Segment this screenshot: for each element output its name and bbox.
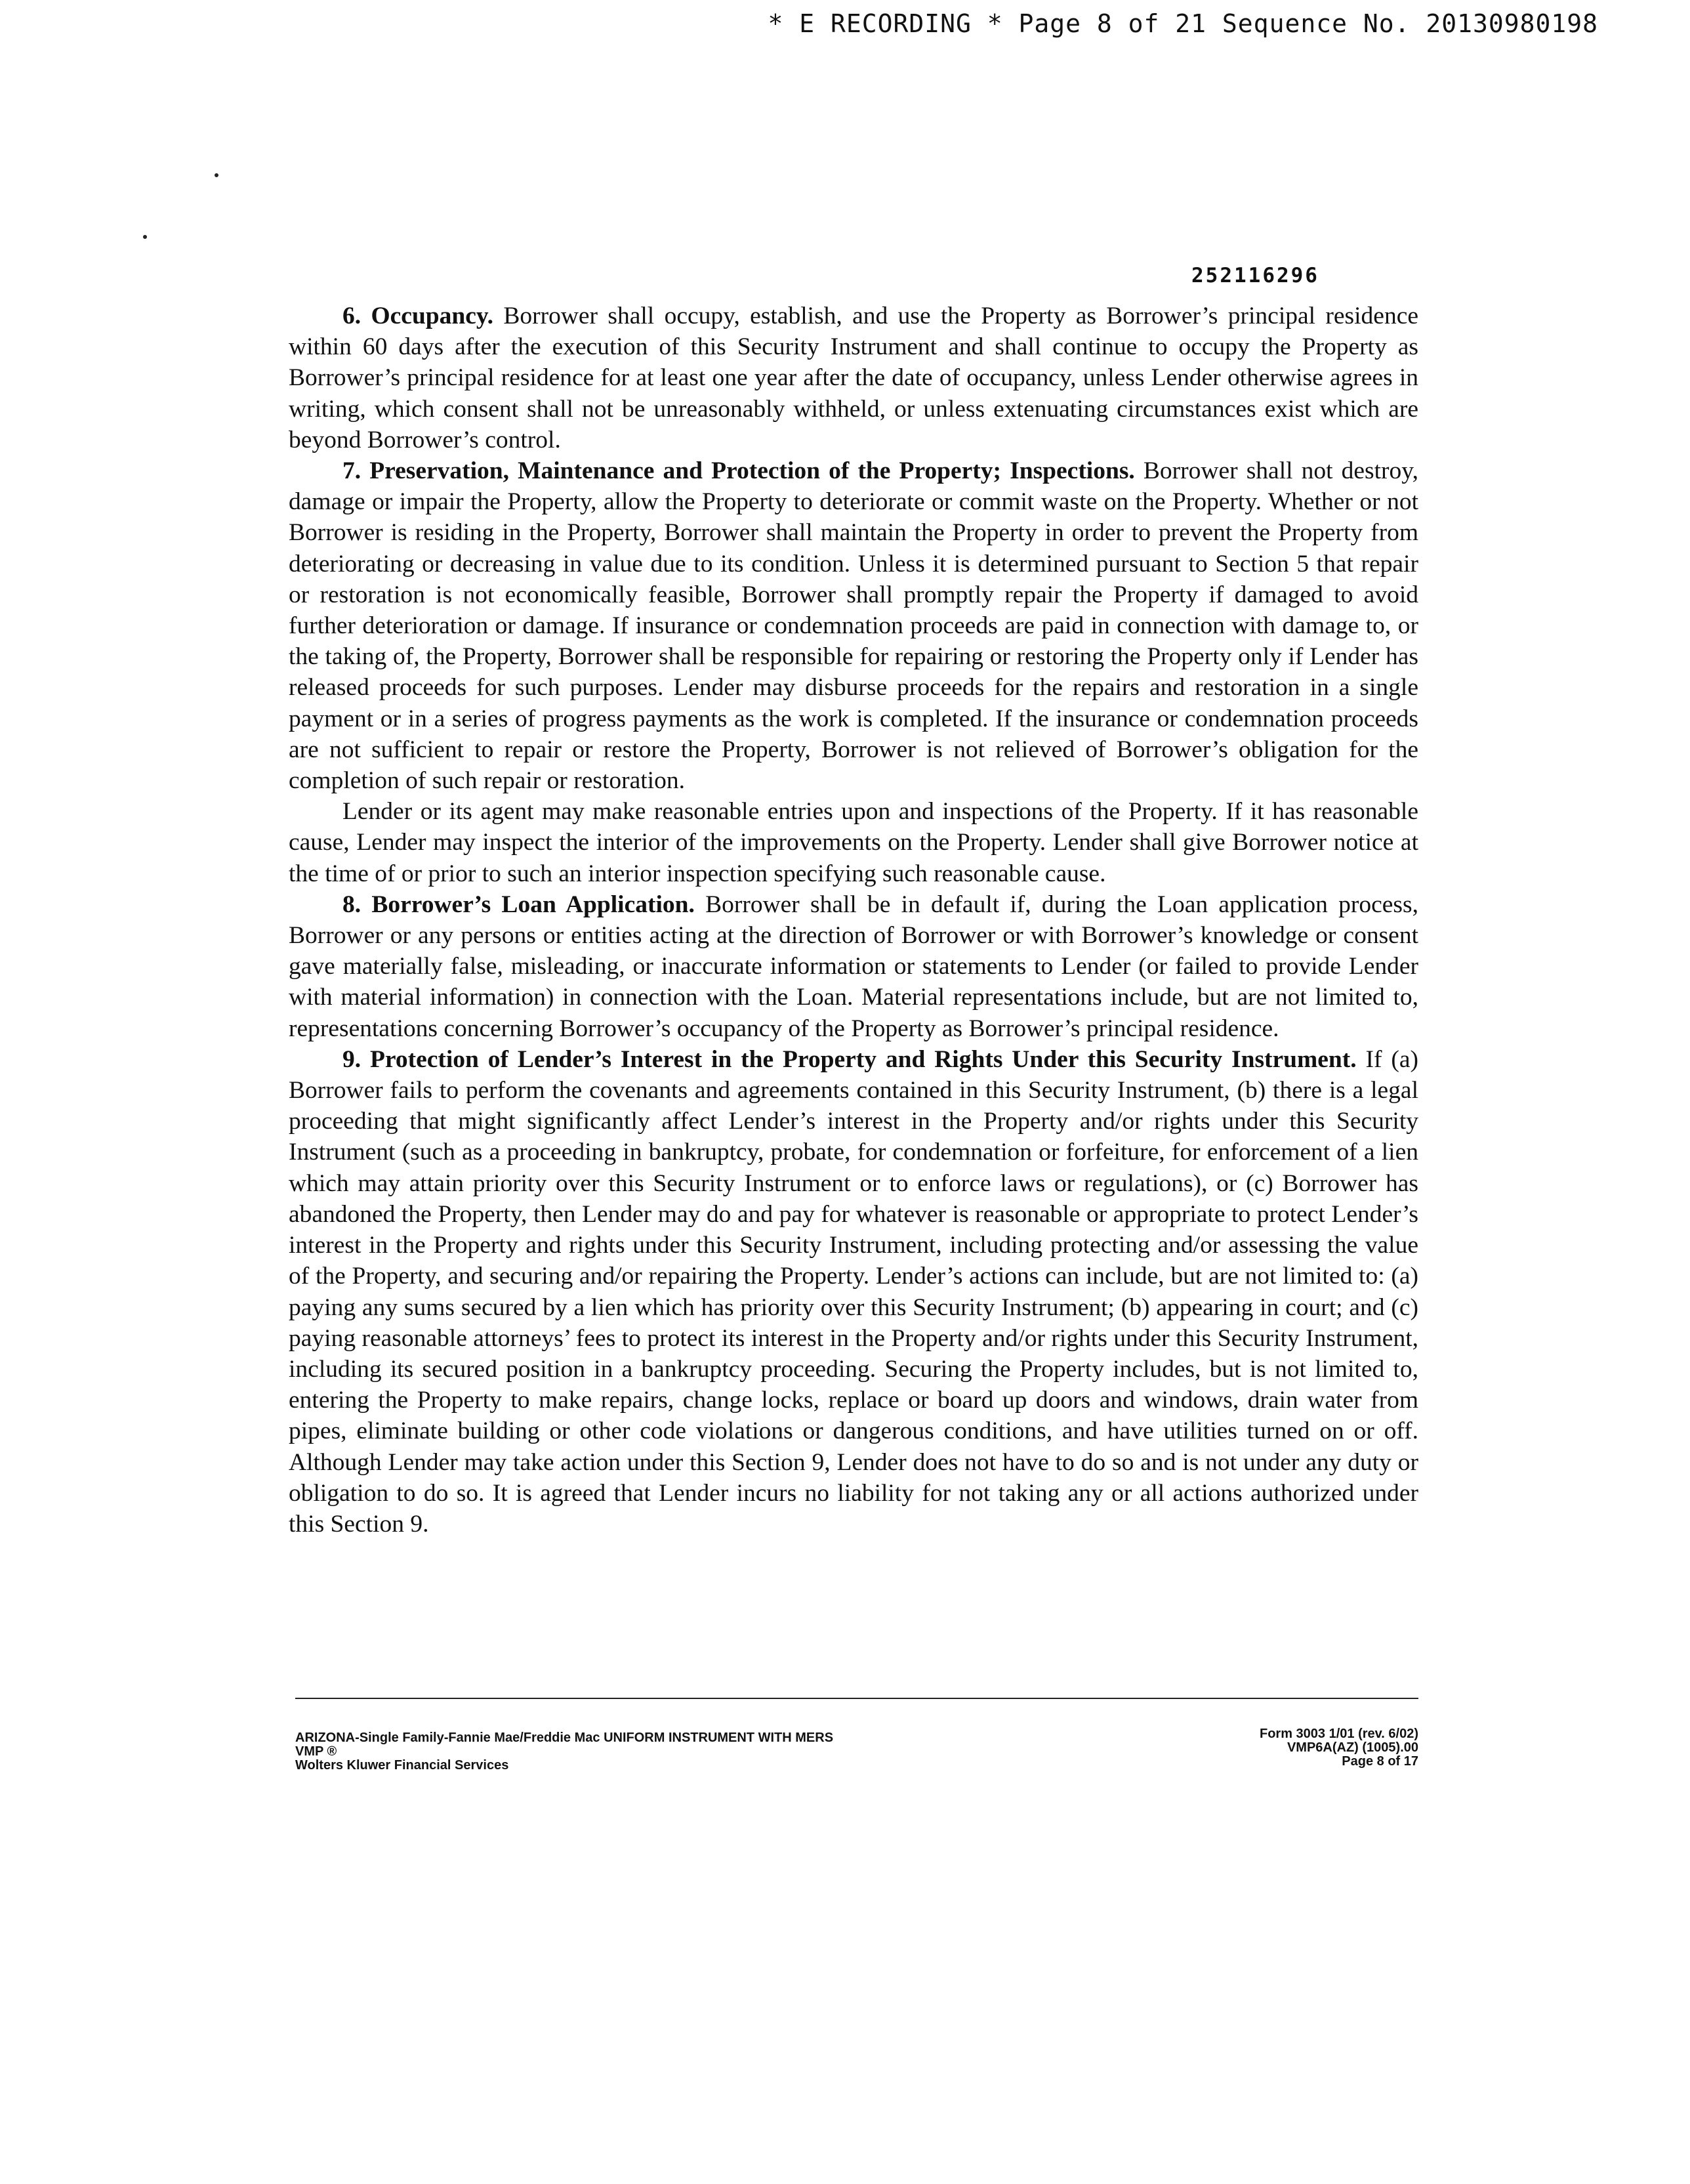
footer-form-title: ARIZONA-Single Family-Fannie Mae/Freddie Mac UNIFORM INSTRUMENT WITH MERS: [295, 1731, 834, 1745]
paragraph-text: If (a) Borrower fails to perform the covenants and agreements contained in this Security Instrument, (b) there is a legal proceeding that might significantly affect Lender’s interest in the Property and/or rights under this Security Instrument (such as a proceeding in bankruptcy, probate, for condemnation or forfeiture, for enforcement of a lien which may attain priority over this Security Instrument or to enforce laws or regulations), or (c) Borrower has abandoned the Property, then Lender may do and pay for whatever is reasonable or appropriate to protect Lender’s interest in the Property and rights under this Security Instrument, including protecting and/or assessing the value of the Property, and securing and/or repairing the Property. Lender’s actions can include, but are not limited to: (a) paying any sums secured by a lien which has priority over this Security Instrument; (b) appearing in court; and (c) paying reasonable attorneys’ fees to protect its interest in the Property and/or rights under this Security Instrument, including its secured position in a bankruptcy proceeding. Securing the Property includes, but is not limited to, entering the Property to make repairs, change locks, replace or board up doors and windows, drain water from pipes, eliminate building or other code violations or dangerous conditions, and have utilities turned on or off. Although Lender may take action under this Section 9, Lender does not have to do so and is not under any duty or obligation to do so. It is agreed that Lender incurs no liability for not taking any or all actions authorized under this Section 9.: [289, 1045, 1418, 1538]
paragraph-preservation: [289, 455, 1418, 796]
paragraph-text: Borrower shall not destroy, damage or impair the Property, allow the Property to deteriorate or commit waste on the Property. Whether or not Borrower is residing in the Property, Borrower shall maintain the Property in order to prevent the Property from deteriorating or decreasing in value due to its condition. Unless it is determined pursuant to Section 5 that repair or restoration is not economically feasible, Borrower shall promptly repair the Property if damaged to avoid further deterioration or damage. If insurance or condemnation proceeds are paid in connection with damage to, or the taking of, the Property, Borrower shall be responsible for repairing or restoring the Property only if Lender has released proceeds for such purposes. Lender may disburse proceeds for the repairs and restoration in a single payment or in a series of progress payments as the work is completed. If the insurance or condemnation proceeds are not sufficient to repair or restore the Property, Borrower is not relieved of Borrower’s obligation for the completion of such repair or restoration.: [289, 457, 1418, 795]
paragraph-heading: 9. Protection of Lender’s Interest in the Property and Rights Under this Security Instrument.: [342, 1045, 1357, 1073]
paragraph-text: Lender or its agent may make reasonable entries upon and inspections of the Property. If it has reasonable cause, Lender may inspect the interior of the improvements on the Property. Lender shall give Borrower notice at the time of or prior to such an interior inspection specifying such reasonable cause.: [289, 798, 1418, 887]
paragraph-heading: 6. Occupancy.: [342, 303, 493, 329]
paragraph-protection: [289, 1044, 1418, 1540]
paragraph-loan-application: [289, 889, 1418, 1044]
document-body: [289, 301, 1418, 1540]
footer-form-code: VMP6A(AZ) (1005).00: [1287, 1740, 1418, 1755]
paragraph-heading: 8. Borrower’s Loan Application.: [342, 891, 695, 918]
footer-left: [295, 1731, 833, 1773]
footer-vmp: VMP ®: [295, 1744, 337, 1759]
recording-header: * E RECORDING * Page 8 of 21 Sequence No. 20130980198: [768, 9, 1598, 38]
paragraph-occupancy: [289, 301, 1418, 455]
paragraph-text: Borrower shall be in default if, during the Loan application process, Borrower or any persons or entities acting at the direction of Borrower or with Borrower’s knowledge or consent gave materially false, misleading, or inaccurate information or statements to Lender (or failed to provide Lender with material information) in connection with the Loan. Material representations include, but are not limited to, representations concerning Borrower’s occupancy of the Property as Borrower’s principal residence.: [289, 891, 1418, 1042]
footer-rule: [295, 1698, 1418, 1699]
footer-right: [1260, 1727, 1418, 1769]
scan-speck: [143, 235, 147, 239]
footer-publisher: Wolters Kluwer Financial Services: [295, 1758, 509, 1773]
scan-speck: [215, 173, 218, 177]
document-number: 252116296: [1191, 264, 1319, 287]
paragraph-text: Borrower shall occupy, establish, and use the Property as Borrower’s principal residence within 60 days after the execution of this Security Instrument and shall continue to occupy the Property as Borrower’s principal residence for at least one year after the date of occupancy, unless Lender otherwise agrees in writing, which consent shall not be unreasonably withheld, or unless extenuating circumstances exist which are beyond Borrower’s control.: [289, 303, 1418, 453]
footer-form-number: Form 3003 1/01 (rev. 6/02): [1260, 1727, 1418, 1741]
paragraph-heading: 7. Preservation, Maintenance and Protection of the Property; Inspections.: [342, 457, 1135, 485]
paragraph-inspections: [289, 796, 1418, 889]
footer-page-number: Page 8 of 17: [1342, 1754, 1418, 1769]
